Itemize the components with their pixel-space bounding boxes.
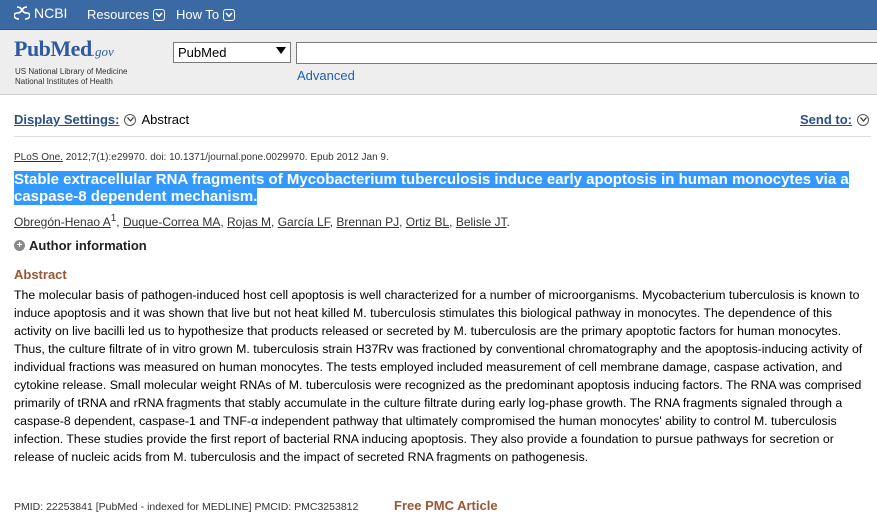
nlm-caption[interactable] bbox=[15, 67, 128, 87]
pubmed-logo-text: PubMed bbox=[14, 36, 92, 61]
free-pmc-article-link[interactable]: Free PMC Article bbox=[394, 498, 498, 513]
expand-plus-icon: + bbox=[14, 240, 25, 251]
display-settings-link[interactable]: Display Settings: bbox=[14, 112, 120, 127]
display-settings-value: Abstract bbox=[141, 112, 190, 127]
citation-details: 2012;7(1):e29970. doi: 10.1371/journal.pone.0029970. Epub 2012 Jan 9. bbox=[62, 152, 389, 163]
resources-label: Resources bbox=[87, 7, 150, 22]
author-affiliation-sup: 1 bbox=[110, 213, 117, 224]
article-title-text: Stable extracellular RNA fragments of Mycobacterium tuberculosis induce early apoptosis in human monocytes via a caspase-8 dependent mechanism. bbox=[14, 171, 849, 205]
search-input[interactable] bbox=[296, 42, 877, 64]
howto-label: How To bbox=[176, 7, 220, 22]
database-selected-value: PubMed bbox=[178, 45, 227, 60]
chevron-down-icon[interactable] bbox=[857, 114, 869, 126]
chevron-down-icon bbox=[223, 9, 235, 21]
ncbi-logo-icon bbox=[14, 5, 30, 21]
ncbi-top-bar bbox=[0, 0, 877, 30]
send-to-link[interactable]: Send to: bbox=[800, 112, 852, 127]
author-link[interactable]: García LF bbox=[277, 215, 330, 229]
display-settings[interactable] bbox=[14, 112, 189, 127]
author-link[interactable]: Rojas M bbox=[227, 215, 272, 229]
dropdown-arrow-icon bbox=[276, 47, 286, 54]
citation-line bbox=[14, 152, 389, 163]
resources-menu[interactable] bbox=[87, 7, 165, 22]
divider bbox=[14, 136, 871, 137]
author-link[interactable]: Duque-Correa MA bbox=[122, 215, 221, 229]
nlm-line-2: National Institutes of Health bbox=[15, 77, 113, 86]
pubmed-logo[interactable] bbox=[14, 36, 114, 62]
pubmed-logo-suffix: .gov bbox=[91, 44, 114, 59]
ncbi-label: NCBI bbox=[34, 5, 68, 21]
advanced-search-link[interactable]: Advanced bbox=[297, 68, 355, 83]
pmid-line: PMID: 22253841 [PubMed - indexed for MEDLINE] PMCID: PMC3253812 bbox=[14, 501, 359, 513]
chevron-down-icon bbox=[153, 9, 165, 21]
author-link[interactable]: Belisle JT bbox=[455, 215, 507, 229]
abstract-text: The molecular basis of pathogen-induced host cell apoptosis is well characterized for a number of microorganisms. Mycobacterium tuberculosis is known to induce apoptosis and it was shown that live but not heat killed M. tuberculosis stimulates this biological pathway in monocytes. The dependence of this activity on live bacilli led us to hypothesize that products released or secreted by M. tuberculosis are the primary apoptotic factors for human monocytes. Thus, the culture filtrate of in vitro grown M. tuberculosis strain H37Rv was fractioned by conventional chromatography and the apoptosis-inducing activity of individual fractions was measured on human monocytes. The tests employed included measurement of cell membrane damage, caspase activation, and cytokine release. Small molecular weight RNAs of M. tuberculosis were recognized as the predominant apoptosis inducing factors. The RNA was comprised primarily of tRNA and rRNA fragments that stably accumulate in the culture filtrate during early log-phase growth. The RNA fragments signaled through a caspase-8 dependent, caspase-1 and TNF-α independent pathway that ultimately compromised the human monocytes' ability to control M. tuberculosis infection. These studies provide the first report of bacterial RNA inducing apoptosis. They also provide a foundation to pursue pathways for secretion or release of nucleic acids from M. tuberculosis and the impact of secreted RNA fragments on pathogenesis. bbox=[14, 288, 863, 464]
author-list: Obregón-Henao $A^1$, Duque-Correa MA, Rojas M, García LF, Brennan PJ, Ortiz BL, Belisle JT. bbox=[14, 213, 510, 229]
author-information-toggle[interactable] bbox=[14, 238, 147, 253]
chevron-down-icon[interactable] bbox=[124, 114, 136, 126]
howto-menu[interactable] bbox=[176, 7, 235, 22]
send-to-menu[interactable] bbox=[800, 112, 869, 127]
author-link[interactable]: Ortiz BL bbox=[405, 215, 450, 229]
author-information-label: Author information bbox=[29, 238, 147, 253]
ncbi-home-link[interactable] bbox=[14, 5, 67, 21]
journal-link[interactable]: PLoS One. bbox=[14, 152, 63, 163]
article-title bbox=[14, 171, 869, 205]
nlm-line-1: US National Library of Medicine bbox=[15, 67, 128, 76]
author-link[interactable]: Obregón-Henao A bbox=[14, 215, 111, 229]
abstract-heading: Abstract bbox=[14, 267, 67, 282]
author-link[interactable]: Brennan PJ bbox=[336, 215, 400, 229]
pubmed-header bbox=[0, 30, 877, 95]
database-select[interactable] bbox=[173, 42, 291, 63]
